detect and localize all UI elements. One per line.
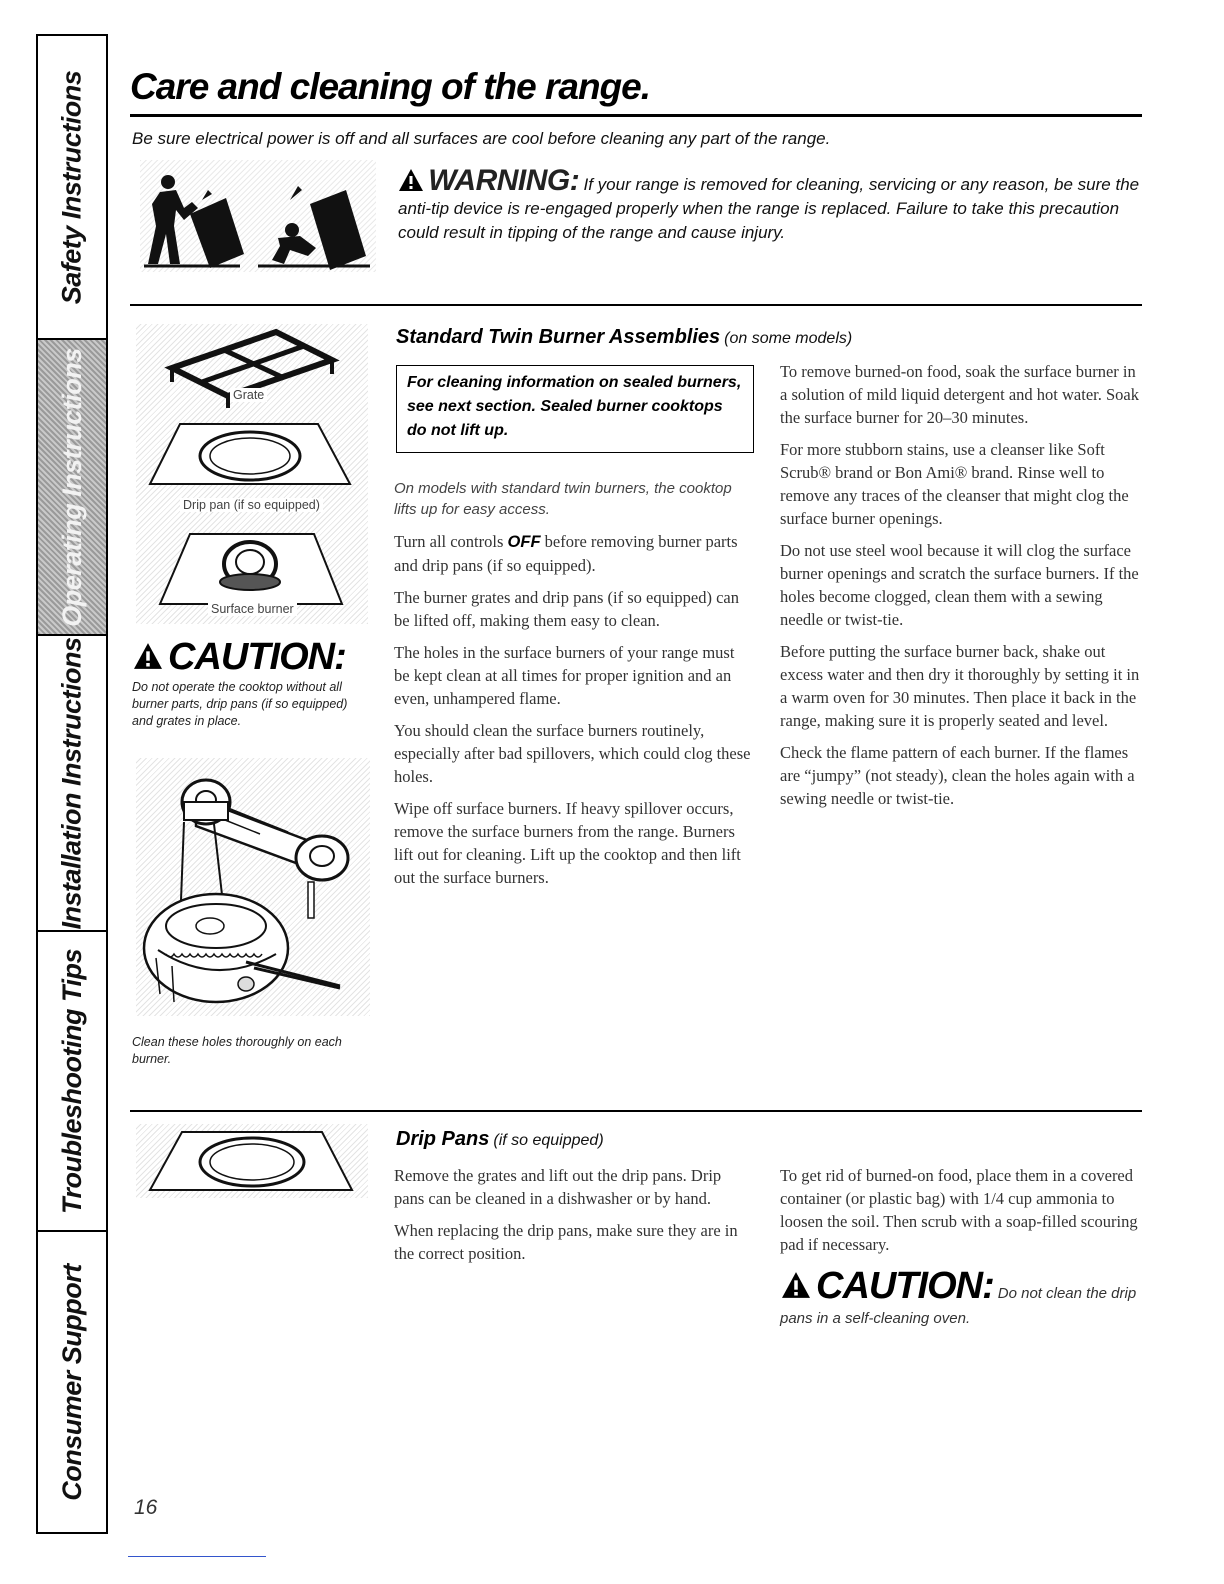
paragraph: Wipe off surface burners. If heavy spillover occurs, remove the surface burners from the range. Burners lift out for cleaning. Lift up the cooktop and then lift out the surface burners. bbox=[394, 799, 741, 887]
drip-pan-icon bbox=[136, 1124, 368, 1198]
tab-safety-instructions[interactable] bbox=[38, 36, 106, 340]
section-rule bbox=[130, 304, 1142, 306]
tab-operating-instructions[interactable] bbox=[38, 340, 106, 636]
drip-pans-title: Drip Pans bbox=[396, 1128, 490, 1150]
burner-assembly-icon bbox=[136, 758, 370, 1016]
tab-label: Safety Instructions bbox=[56, 70, 87, 304]
drip-pans-right-column bbox=[780, 1164, 1140, 1330]
page-subtitle: Be sure electrical power is off and all surfaces are cool before cleaning any part of the range. bbox=[132, 129, 831, 148]
p1-post: before removing burner parts and drip pans (if so equipped). bbox=[394, 532, 738, 575]
tab-label: Installation Instructions bbox=[56, 636, 87, 930]
warning-text: If your range is removed for cleaning, servicing or any reason, be sure the anti-tip device is re-engaged properly when the range is replaced. Failure to take this precaution could result in tipping of the range and cause injury. bbox=[398, 175, 1140, 242]
grate-label: Grate bbox=[230, 388, 267, 402]
burner-parts-figure bbox=[136, 324, 368, 624]
drip-pan-figure bbox=[136, 1124, 368, 1198]
paragraph: Remove the grates and lift out the drip pans. Drip pans can be cleaned in a dishwasher or by hand. bbox=[394, 1166, 722, 1208]
drip-pans-heading bbox=[396, 1128, 996, 1151]
drip-pan-label: Drip pan (if so equipped) bbox=[180, 498, 323, 512]
intro-text: On models with standard twin burners, the cooktop lifts up for easy access. bbox=[394, 480, 732, 518]
holes-caption: Clean these holes thoroughly on each burner. bbox=[132, 1035, 342, 1066]
warning-triangle-icon bbox=[398, 168, 424, 192]
title-rule bbox=[130, 114, 1142, 117]
twin-burner-subtitle: (on some models) bbox=[724, 330, 853, 347]
warning-triangle-icon bbox=[132, 642, 164, 670]
section-tabs bbox=[36, 34, 108, 1534]
anti-tip-pictogram-icon bbox=[140, 160, 376, 272]
grate-icon bbox=[136, 324, 368, 624]
tab-label: Troubleshooting Tips bbox=[56, 948, 87, 1214]
page-number: 16 bbox=[134, 1496, 158, 1519]
off-label: OFF bbox=[507, 533, 541, 551]
twin-burner-right-column bbox=[780, 360, 1140, 819]
paragraph: The burner grates and drip pans (if so equipped) can be lifted off, making them easy to clean. bbox=[394, 588, 740, 630]
surface-burner-label: Surface burner bbox=[208, 602, 297, 616]
caution-cooktop bbox=[132, 636, 368, 730]
caution-drip-pans bbox=[780, 1265, 1140, 1330]
footer-line bbox=[128, 1556, 266, 1557]
paragraph: You should clean the surface burners routinely, especially after bad spillovers, which could clog these holes. bbox=[394, 721, 751, 786]
paragraph: To get rid of burned-on food, place them in a covered container (or plastic bag) with 1/4 cup ammonia to loosen the soil. Then scrub with a soap-filled scouring pad if necessary. bbox=[780, 1166, 1138, 1254]
caution-text: Do not clean the drip pans in a self-cleaning oven. bbox=[780, 1285, 1137, 1327]
caution-text: Do not operate the cooktop without all burner parts, drip pans (if so equipped) and grates in place. bbox=[132, 680, 348, 728]
tab-troubleshooting-tips[interactable] bbox=[38, 932, 106, 1232]
tab-consumer-support[interactable] bbox=[38, 1232, 106, 1532]
paragraph: Check the flame pattern of each burner. If the flames are “jumpy” (not steady), clean the holes again with a sewing needle or twist-tie. bbox=[780, 743, 1135, 808]
tab-label: Consumer Support bbox=[56, 1263, 87, 1501]
twin-burner-heading bbox=[396, 326, 1116, 349]
burner-holes-figure bbox=[136, 758, 370, 1016]
tab-installation-instructions[interactable] bbox=[38, 636, 106, 932]
paragraph: For more stubborn stains, use a cleanser like Soft Scrub® brand or Bon Ami® brand. Rinse well to remove any traces of the cleanser that might clog the surface burner openings. bbox=[780, 440, 1129, 528]
tab-label: Operating Instructions bbox=[56, 347, 87, 627]
paragraph: When replacing the drip pans, make sure they are in the correct position. bbox=[394, 1221, 738, 1263]
twin-burner-middle-column bbox=[394, 478, 754, 898]
twin-burner-title: Standard Twin Burner Assemblies bbox=[396, 326, 721, 348]
paragraph: To remove burned-on food, soak the surface burner in a solution of mild liquid detergent and hot water. Soak the surface burner for 20–30 minutes. bbox=[780, 362, 1139, 427]
caution-label: CAUTION: bbox=[168, 636, 346, 678]
warning-block bbox=[398, 164, 1148, 245]
sealed-burner-note: For cleaning information on sealed burners, see next section. Sealed burner cooktops do not lift up. bbox=[396, 365, 754, 453]
section-rule bbox=[130, 1110, 1142, 1112]
controls-off-paragraph bbox=[394, 530, 754, 577]
caution-label: CAUTION: bbox=[816, 1265, 994, 1307]
warning-triangle-icon bbox=[780, 1271, 812, 1299]
p1-pre: Turn all controls bbox=[394, 532, 508, 551]
warning-label: WARNING: bbox=[428, 164, 580, 197]
drip-pans-middle-column bbox=[394, 1164, 754, 1274]
paragraph: Before putting the surface burner back, shake out excess water and then dry it thoroughly by setting it in a warm oven for 30 minutes. Then place it back in the range, making sure it is properly seated and level. bbox=[780, 642, 1140, 730]
page-title: Care and cleaning of the range. bbox=[130, 66, 651, 107]
paragraph: Do not use steel wool because it will clog the surface burner openings and scratch the surface burners. If the holes become clogged, clean them with a sewing needle or twist-tie. bbox=[780, 541, 1139, 629]
paragraph: The holes in the surface burners of your range must be kept clean at all times for proper ignition and an even, unhampered flame. bbox=[394, 643, 735, 708]
drip-pans-subtitle: (if so equipped) bbox=[493, 1132, 604, 1149]
